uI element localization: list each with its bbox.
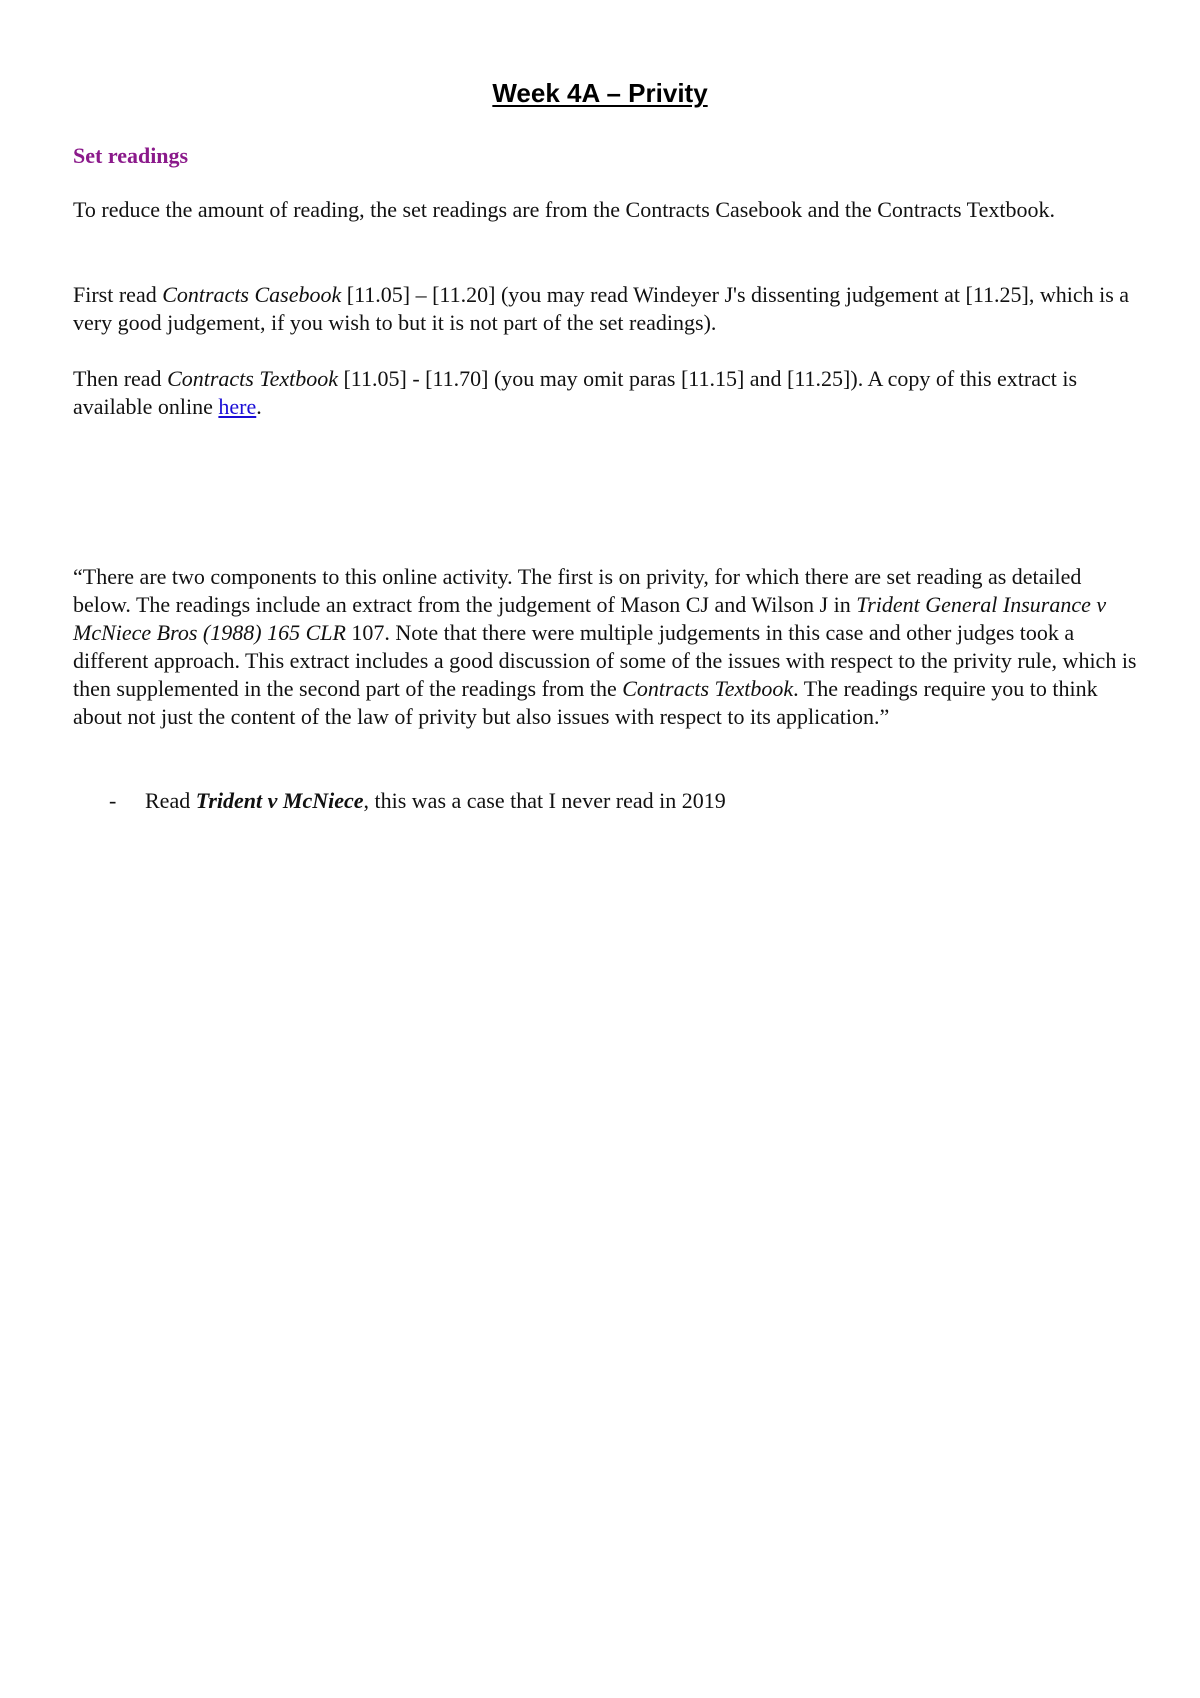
quote-part2: 107. Note that there were multiple judgements in this case and other judges took a different approach. This extract includes a good discussion of some of the issues with respect to the privity rule, which is then supplemented in the second part of the readings from the <box>73 620 1137 701</box>
casebook-title: Contracts Casebook <box>162 282 342 307</box>
bullet-pre: Read <box>145 788 196 813</box>
quote-case-citation: Trident General Insurance v McNiece Bros (1988) 165 CLR <box>73 592 1107 645</box>
textbook-mid: [11.05] - [11.70] (you may omit paras [11.15] and [11.25]). A copy of this extract is available online <box>73 366 1078 419</box>
quote-part1: “There are two components to this online activity. The first is on privity, for which there are set reading as detailed below. The readings include an extract from the judgement of Mason CJ and Wilson J in <box>73 564 1082 617</box>
textbook-paragraph <box>73 365 1141 421</box>
bullet-case-name: Trident v McNiece <box>195 788 364 813</box>
quote-part3: . The readings require you to think about not just the content of the law of privity but also issues with respect to its application.” <box>73 676 1098 729</box>
casebook-post: [11.05] – [11.20] (you may read Windeyer J's dissenting judgement at [11.25], which is a very good judgement, if you wish to but it is not part of the set readings). <box>73 282 1130 335</box>
casebook-pre: First read <box>73 282 163 307</box>
bullet-marker: - <box>109 788 117 813</box>
quote-paragraph <box>73 563 1141 731</box>
here-link[interactable]: here <box>218 394 257 419</box>
bullet-post: , this was a case that I never read in 2019 <box>363 788 726 813</box>
page-title: Week 4A – Privity <box>492 78 708 108</box>
casebook-paragraph <box>73 281 1141 337</box>
textbook-post: . <box>256 394 262 419</box>
section-heading: Set readings <box>73 143 189 168</box>
textbook-pre: Then read <box>73 366 168 391</box>
intro-paragraph: To reduce the amount of reading, the set readings are from the Contracts Casebook and the Contracts Textbook. <box>73 197 1055 222</box>
quote-textbook-title: Contracts Textbook <box>622 676 794 701</box>
textbook-title: Contracts Textbook <box>167 366 338 391</box>
list-item <box>109 787 1139 815</box>
